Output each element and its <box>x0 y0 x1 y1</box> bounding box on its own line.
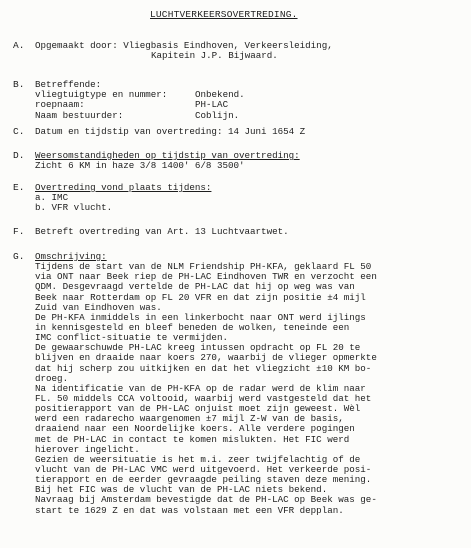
section-body <box>35 41 459 61</box>
section-a-line-1: Opgemaakt door: Vliegbasis Eindhoven, Verkeersleiding, <box>35 40 333 51</box>
section-body <box>35 227 459 237</box>
field-label: vliegtuigtype en nummer: <box>35 89 168 101</box>
description-line: De PH-KFA inmiddels in een linkerbocht naar ONT werd ijlings <box>35 311 366 323</box>
section-body <box>35 183 459 214</box>
section-e-line-3: b. VFR vlucht. <box>35 202 113 214</box>
description-line: met de PH-LAC in contact te komen mislukten. Het FIC werd <box>35 433 350 445</box>
description-line: IMC conflict-situatie te vermijden. <box>35 332 228 344</box>
description-line: dat hij scherp zou uitkijken en dat het vliegzicht ±10 KM bo- <box>35 362 372 374</box>
section-body <box>35 151 459 171</box>
description-line: Navraag bij Amsterdam bevestigde dat de PH-LAC op Beek was ge- <box>35 494 377 506</box>
section-b-row <box>35 90 459 100</box>
field-label: Naam bestuurder: <box>35 109 124 121</box>
field-label: roepnaam: <box>35 99 85 111</box>
description-line: FL. 50 middels CCA voltooid, waarbij werd vastgesteld dat het <box>35 392 372 404</box>
description-line: blijven en draaide naar koers 270, waarbij de vlieger opmerkte <box>35 352 377 364</box>
section-b-row <box>35 111 459 121</box>
section-letter: E. <box>13 182 25 193</box>
description-line: Gezien de weersituatie is het m.i. zeer twijfelachtig of de <box>35 453 361 465</box>
description-line: droeg. <box>35 372 69 384</box>
section-e-line-2: a. IMC <box>35 192 69 204</box>
description-line: Na identificatie van de PH-KFA op de radar werd de klim naar <box>35 382 366 394</box>
section-letter: G. <box>13 251 25 262</box>
description-line: Bij het FIC was de vlucht van de PH-LAC niets bekend. <box>35 484 328 496</box>
description-line: in kennisgesteld en bleef beneden de wolken, teneinde een <box>35 321 350 333</box>
section-d-line-2: Zicht 6 KM in haze 3/8 1400' 6/8 3500' <box>35 160 245 172</box>
section-body <box>35 252 459 516</box>
section-letter: F. <box>13 226 25 237</box>
section-b-heading: Betreffende: <box>35 79 102 90</box>
description-line: vlucht van de PH-LAC VMC werd uitgevoerd. Het verkeerde posi- <box>35 463 372 475</box>
description-line: QDM. Desgevraagd vertelde de PH-LAC dat hij op weg was van <box>35 281 355 293</box>
field-value: Onbekend. <box>195 89 245 101</box>
section-letter: C. <box>13 126 25 137</box>
description-line: De gewaarschuwde PH-LAC kreeg intussen opdracht op FL 20 te <box>35 342 361 354</box>
description-line: Zuid van Eindhoven was. <box>35 301 162 313</box>
section-body <box>35 127 459 137</box>
section-f-line-1: Betreft overtreding van Art. 13 Luchtvaartwet. <box>35 226 289 237</box>
description-line: draaiend naar een Noordelijke koers. Alle verdere pogingen <box>35 423 355 435</box>
description-line: positierapport van de PH-LAC onjuist moet zijn geweest. Wèl <box>35 403 361 415</box>
section-letter: A. <box>13 40 25 51</box>
section-a-line-2: Kapitein J.P. Bijwaard. <box>151 50 278 62</box>
description-line: via ONT naar Beek riep de PH-LAC Eindhoven TWR en verzocht een <box>35 271 377 283</box>
section-body <box>35 80 459 121</box>
description-line: hierover ingelicht. <box>35 443 140 455</box>
description-line: werd een radarecho waargenomen ±7 mijl Z-W van de basis, <box>35 413 344 425</box>
description-line: start te 1629 Z en dat was volstaan met een VFR depplan. <box>35 504 344 516</box>
document-title: LUCHTVERKEERSOVERTREDING. <box>150 9 298 20</box>
section-d-heading: Weersomstandigheden op tijdstip van overtreding: <box>35 150 300 161</box>
section-letter: B. <box>13 79 25 90</box>
section-letter: D. <box>13 150 25 161</box>
description-line: Tijdens de start van de NLM Friendship PH-KFA, geklaard FL 50 <box>35 261 372 273</box>
description-line: Beek naar Rotterdam op FL 20 VFR en dat zijn positie ±4 mijl <box>35 291 366 303</box>
description-line: tierapport en de eerder gevraagde peiling staven deze mening. <box>35 474 372 486</box>
field-value: Coblijn. <box>195 109 240 121</box>
section-e-heading: Overtreding vond plaats tijdens: <box>35 182 212 193</box>
field-value: PH-LAC <box>195 99 229 111</box>
section-g-heading: Omschrijving: <box>35 251 107 262</box>
section-c-line-1: Datum en tijdstip van overtreding: 14 Juni 1654 Z <box>35 126 306 137</box>
